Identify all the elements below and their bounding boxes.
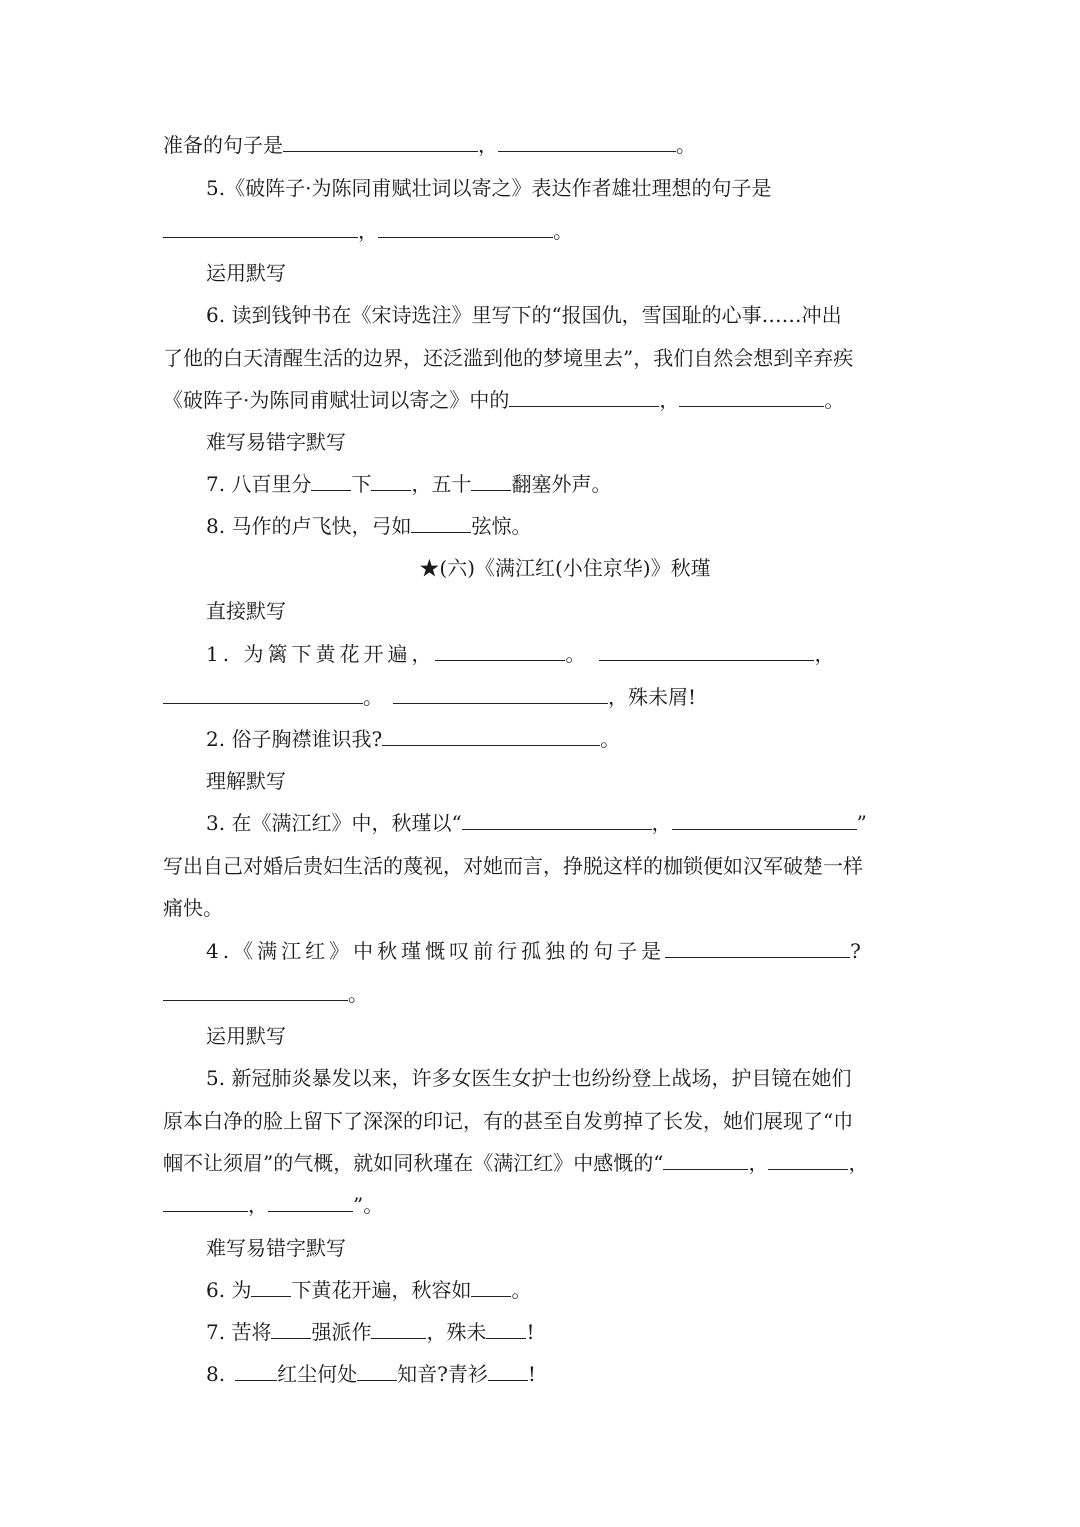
question-4: 4.《满江红》中秋瑾慨叹前行孤独的句子是 ? bbox=[206, 939, 865, 963]
section-heading: 难写易错字默写 bbox=[206, 1236, 346, 1260]
text-line: 《破阵子·为陈同甫赋壮词以寄之》中的 ， 。 bbox=[163, 388, 845, 412]
answer-blank[interactable] bbox=[498, 131, 676, 152]
answer-blank[interactable] bbox=[509, 386, 659, 407]
answer-blank[interactable] bbox=[163, 217, 358, 238]
answer-blank[interactable] bbox=[486, 1318, 526, 1339]
question-8: 8. 马作的卢飞快，弓如 弦惊。 bbox=[206, 514, 532, 538]
answer-blank[interactable] bbox=[665, 937, 850, 958]
answer-blank[interactable] bbox=[679, 386, 824, 407]
section-heading: 难写易错字默写 bbox=[206, 430, 346, 454]
answer-blank[interactable] bbox=[471, 470, 511, 491]
section-heading: 运用默写 bbox=[206, 1024, 286, 1048]
question-text: 6. 读到钱钟书在《宋诗选注》里写下的“报国仇，雪国耻的心事……冲出 bbox=[206, 303, 842, 327]
answer-blank[interactable] bbox=[268, 1191, 353, 1212]
question-5: 5. 新冠肺炎暴发以来，许多女医生女护士也纷纷登上战场，护目镜在她们 bbox=[206, 1066, 852, 1090]
answer-blank[interactable] bbox=[435, 640, 565, 661]
answer-blank[interactable] bbox=[663, 1149, 748, 1170]
text-line: 痛快。 bbox=[163, 896, 223, 920]
answer-blank[interactable] bbox=[471, 1276, 511, 1297]
text-line: 。 bbox=[163, 979, 918, 1009]
text-line: 。 ，殊未屑! bbox=[163, 682, 918, 712]
text-line: ， 。 bbox=[163, 216, 918, 246]
answer-blank[interactable] bbox=[371, 1318, 426, 1339]
text-line: 原本白净的脸上留下了深深的印记，有的甚至自发剪掉了长发，她们展现了“巾 bbox=[163, 1109, 854, 1133]
answer-blank[interactable] bbox=[311, 470, 351, 491]
text-line: 写出自己对婚后贵妇生活的蔑视，对她而言，挣脱这样的枷锁便如汉军破楚一样 bbox=[163, 854, 863, 878]
question-3: 3. 在《满江红》中，秋瑾以“ ， ” bbox=[206, 811, 867, 835]
answer-blank[interactable] bbox=[371, 470, 411, 491]
answer-blank[interactable] bbox=[411, 512, 471, 533]
answer-blank[interactable] bbox=[599, 640, 814, 661]
text-line: ， ”。 bbox=[163, 1190, 918, 1220]
question-6 bbox=[206, 300, 918, 330]
question-7: 7. 苦将 强派作 ，殊未 ! bbox=[206, 1320, 535, 1344]
answer-blank[interactable] bbox=[357, 1360, 397, 1381]
question-7: 7. 八百里分 下 ，五十 翻塞外声。 bbox=[206, 472, 612, 496]
answer-blank[interactable] bbox=[672, 809, 857, 830]
answer-blank[interactable] bbox=[163, 1191, 248, 1212]
answer-blank[interactable] bbox=[235, 1360, 277, 1381]
section-heading: 直接默写 bbox=[206, 599, 286, 623]
section-heading: 理解默写 bbox=[206, 769, 286, 793]
answer-blank[interactable] bbox=[393, 683, 608, 704]
answer-blank[interactable] bbox=[768, 1149, 848, 1170]
answer-blank[interactable] bbox=[378, 217, 553, 238]
answer-blank[interactable] bbox=[283, 131, 478, 152]
text-line: 准备的句子是 ， 。 bbox=[163, 133, 696, 157]
question-1: 1. 为篱下黄花开遍， 。 ， bbox=[206, 642, 839, 666]
answer-blank[interactable] bbox=[271, 1318, 311, 1339]
section-heading: 运用默写 bbox=[206, 261, 286, 285]
question-6: 6. 为 下黄花开遍，秋容如 。 bbox=[206, 1278, 532, 1302]
answer-blank[interactable] bbox=[163, 980, 348, 1001]
answer-blank[interactable] bbox=[462, 809, 652, 830]
question-text: 5.《破阵子·为陈同甫赋壮词以寄之》表达作者雄壮理想的句子是 bbox=[206, 176, 772, 200]
text-line: 了他的白天清醒生活的边界，还泛滥到他的梦境里去”，我们自然会想到辛弃疾 bbox=[163, 346, 854, 370]
answer-blank[interactable] bbox=[488, 1360, 528, 1381]
section-title: ★(六)《满江红(小住京华)》秋瑾 bbox=[419, 556, 711, 580]
answer-blank[interactable] bbox=[382, 725, 600, 746]
answer-blank[interactable] bbox=[163, 683, 363, 704]
text: 准备的句子是 bbox=[163, 133, 283, 157]
text-line: 帼不让须眉”的气概，就如同秋瑾在《满江红》中感慨的“ ， ， bbox=[163, 1151, 869, 1175]
question-8: 8. 红尘何处 知音?青衫 ! bbox=[206, 1362, 536, 1386]
answer-blank[interactable] bbox=[251, 1276, 291, 1297]
question-5 bbox=[206, 173, 918, 203]
question-2: 2. 俗子胸襟谁识我? 。 bbox=[206, 727, 621, 751]
